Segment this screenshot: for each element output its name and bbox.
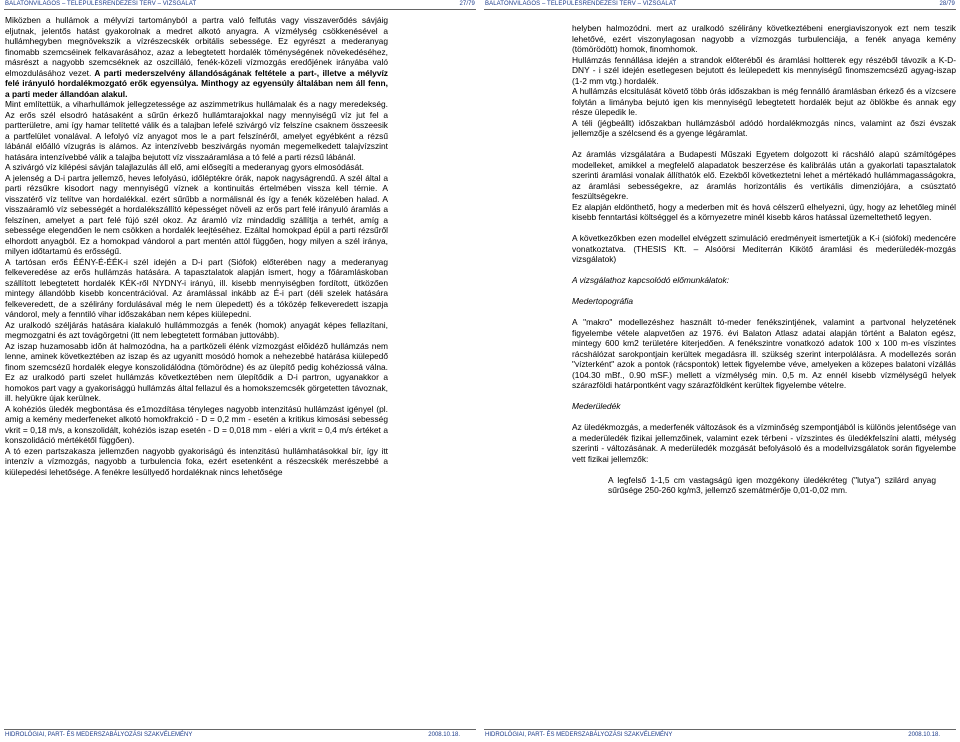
spacer bbox=[572, 139, 956, 150]
spacer bbox=[572, 286, 956, 297]
paragraph: helyben halmozódni. mert az uralkodó szélirány következtébeni energiaviszonyok ezt nem teszik lehetővé, ezért viszonylagosan nagyobb a vízmozgás turbulenciája, a fenék anyaga kemény (tömörödött) homok, finomhomok. bbox=[572, 23, 956, 54]
paragraph: Hullámzás fennállása idején a strandok előterébõl és áramlási holtterek egy részéből távozik a K-D-DNY - i szél idején esetlegesen bejutott és leülepedett kis mennyiségű finomszemcsézű agyag-iszap (1-2 mm vtg.) hordalék. bbox=[572, 54, 956, 86]
paragraph: A kohéziós üledék megbontása és e1mozdítása tényleges nagyobb intenzitású hullámzást igényel (pl. amig a kemény mederfeneket alkotó homokfrakció - D = 0,2 mm - esetén a kritikus kimosási sebesség vkrit = 0,18 m/s, a konszolidált, kohéziós iszap esetén - D = 0,018 mm - eléri a vkrit = 0,4 m/s értéket a konszolidáció mértékétől függően). bbox=[5, 403, 388, 445]
header-rule bbox=[484, 9, 956, 10]
left-body-text bbox=[5, 15, 388, 477]
paragraph: Az uralkodó széljárás hatására kialakuló hullámmozgás a fenék (homok) anyagát képes fellazítani, megmozgatni és azt továgörgetni (itt nem lebegtetett formában juttovább). bbox=[5, 319, 388, 340]
page-header bbox=[0, 0, 480, 10]
spacer bbox=[572, 307, 956, 318]
paragraph: A téli (jégbeállt) időszakban hullámzásból adódó hordalékmozgás nincs, valamint az őszi évszak jellemzője a szélcsend és a gyenge légáramlat. bbox=[572, 117, 956, 138]
paragraph bbox=[5, 15, 388, 99]
page-footer bbox=[0, 730, 480, 740]
paragraph: A tó ezen partszakasza jellemzően nagyobb gyakoriságú és intenzitású hullámhatásokkal bír, így itt intenzív a vízmozgás, nagyobb a turbulencia foka, ezért esetenként a részecskék merészebbé a kiülepedési lehetősége. A fenékre lesüllyedő hordaléknak nincs lehetősége bbox=[5, 445, 388, 477]
footer-rule bbox=[4, 729, 476, 730]
footer-date: 2008.10.18. bbox=[428, 732, 460, 738]
page-header bbox=[480, 0, 960, 10]
paragraph: Az üledékmozgás, a mederfenék változások és a vízminőség szempontjából is különös jelentősége van a mederüledék fizikai jellemzőinek, valamint ezek térbeni - vízszintes és üledékfelszíni alatti, mélység szerinti - változásának. A mederüledék mozgását befolyásoló és a modellvizsgálatok során figyelembe vett fizikai jellemzők: bbox=[572, 422, 956, 464]
paragraph-text: Miközben a hullámok a mélyvízi tartományból a partra való felfutás vagy visszaverődés sávjáig eljutnak, jelentős hatást gyakorolnak a medret alkotó anyagra. A vízmélység csökkenésével a hullámhegyben megnövekszik a vízrészecskék orbitális sebessége. Ez egyrészt a mederanyag finomabb szemcséinek felkavarásához, azaz a lebegtetett hordalék töménységének növekedéséhez, másrészt a nagyobb szemcséknek az oszcilláló, fenék-közeli vízmozgás eredőjének irányába való elmozdulásához vezet. bbox=[5, 15, 388, 78]
header-title: BALATONVILÁGOS – TELEPÜLÉSRENDEZÉSI TERV – VIZSGÁLAT bbox=[5, 1, 197, 7]
indented-paragraph: A legfelső 1-1,5 cm vastagságú igen mozgékony üledékréteg ("lutya") szilárd anyag sűrűsége 250-260 kg/m3, jellemző szemátmérője 0,01-0,02 mm. bbox=[608, 474, 936, 495]
paragraph: A hullámzás elcsitulását követő több órás időszakban is még fennálló áramlásban érkező és a vízcsere folytán a limányba bejutó igen kis mennyiségű lebegtetett hordalék bejut az öblökbe és annak egy része ülepedik le. bbox=[572, 86, 956, 117]
paragraph: Az áramlás vizsgálatára a Budapesti Műszaki Egyetem dolgozott ki rácsháló alapú számítógépes modelleket, amikkel a megfelelő alapadatok beszerzése és kalibrálás után a gyakorlati tapasztalatok szerinti áramlási vonalak állíthatók elő. Ezekből következtetni lehet a mértékadó hullámmagasságokra, az áramlási sebességekre, az áramlás horizontális és vertikális dimenziójára, a csúsztató feszültségekre. bbox=[572, 149, 956, 201]
page-number: 28/79 bbox=[939, 1, 955, 7]
paragraph: Mint említettük, a viharhullámok jellegzetessége az aszimmetrikus hullámalak és a nagy meredekség. Az erős szél elsodró hatásaként a sűrűn érkező hullámtarajokkal nagy mennyiségű víz jut fel a partterületre, ami így hamar telítetté válik és a talajban lefelé szivárgó víz felszíne csaknem összeesik a partfelület vonalával. A lefolyó víz anyagot mos le a part felszínéről, amelyet egyébként a rézsű lábánál előálló vízugrás is alámos. Az intenzívebb beszivárgás nyomán megemelkedett talajvízszint hatására intenzívebbé válik a talajba bejutott víz visszaáramlása a tó felé a parti rézsű lábánál. bbox=[5, 99, 388, 162]
page-number: 27/79 bbox=[459, 1, 475, 7]
footer-rule bbox=[484, 729, 956, 730]
right-page bbox=[480, 0, 960, 742]
footer-title: HIDROLÓGIAI, PART- ÉS MEDERSZABÁLYOZÁSI SZAKVÉLEMÉNY bbox=[485, 732, 673, 738]
paragraph: A következőkben ezen modellel elvégzett szimuláció eredményeit ismertetjük a K-i (siófoki) medencére vonatkoztatva. (THESIS Kft. – Alsóörsi Mediterrán Kikötő áramlási és mederüledék-mozgás vizsgálatok) bbox=[572, 233, 956, 264]
page-footer bbox=[480, 730, 960, 740]
bold-statement: A parti mederszelvény állandóságának feltétele a part-, illetve a mélyvíz felé irányuló hordalékmozgató erők egyensúlya. Minthogy az egyensúly általában nem áll fenn, a parti meder állandóan alakul. bbox=[5, 67, 388, 99]
paragraph: Az iszap huzamosabb idõn át halmozódna, ha a partközeli élénk vízmozgást elõidézõ hullámzás nem lenne, aminek következtében az iszap és az ugyanitt mosódó homok a nehezebbé határása kiülepedő finom szemcsézű hordalék elegye konszolidálódna (tömörödne) és az ülepítő pedig kohéziossá válna. Ez az uralkodó parti szelet hullámzás következtében nem ülepítődik a D-i partron, ugyanakkor a homokos part vagy a gyakorisággú hullámzás által fellazul és a homokszemcsék görgetetten távoznak, ill. helyükre újak kerülnek. bbox=[5, 340, 388, 403]
paragraph: Ez alapján eldönthető, hogy a mederben mit és hová célszerű elhelyezni, úgy, hogy az lehetőleg minél kisebb fenntartási költséggel és a környezetre minél kisebb káros hatással üzemeltethető legyen. bbox=[572, 201, 956, 222]
paragraph: A szivárgó víz kilépési sávján talajlazulás áll elő, ami elősegíti a mederanyag gyors elmosódását. bbox=[5, 162, 364, 172]
paragraph: A tartósan erős ÉÉNY-É-ÉÉK-i szél idején a D-i part (Siófok) előterében nagy a mederanyag felkeveredése az erős hullámzás hatására. A tapasztalatok alapján ismert, hogy a főáramláskoban szállított lebegtetett hordalék KÉK-ről NYDNY-i irányú, ill. kisebb mennyiségben fordított, ütközően mintegy állandóbb kisebb koncentrációval. Az áramlással inkább az É-i part (déli szelek hatására felkeveredett, de a szélirány fordulásával még le nem ülepedett) és a tóközép felkeveredett iszapja vándorol, mely a fenntiló vihar időszakában nem képes kiülepedni. bbox=[5, 256, 388, 319]
paragraph: A "makro" modellezéshez használt tó-meder fenékszintjének, valamint a partvonal helyzetének figyelembe vétele alapvetően az 1976. évi Balaton Atlasz adatai alapján történt a Balaton egész, mintegy 600 km2 területére kiterjedően. A fenékszintre vonatkozó adatok 100 x 100 m-es víszintes rácshálózat sarokpontjain kerültek megadásra ill. szükség szerint interpolálásra. A modellezés során "vízterként" azok a pontok (rácspontok) lettek figyelembe véve, amelyeken a közepes balatoni vízállás (104.30 mBf., 0.90 mSF.) mellett a vízmélység min. 0,5 m. Az ennél kisebb vízmélységű helyek szárazföldi határpontként vagy szárazföldként kerültek figyelembe vételre. bbox=[572, 317, 956, 390]
spacer bbox=[572, 391, 956, 402]
subsection-heading: Mederüledék bbox=[572, 401, 621, 411]
section-heading: A vizsgálathoz kapcsolódó előmunkálatok: bbox=[572, 275, 730, 285]
footer-title: HIDROLÓGIAI, PART- ÉS MEDERSZABÁLYOZÁSI SZAKVÉLEMÉNY bbox=[5, 732, 193, 738]
footer-date: 2008.10.18. bbox=[908, 732, 940, 738]
header-title: BALATONVILÁGOS – TELEPÜLÉSRENDEZÉSI TERV – VIZSGÁLAT bbox=[485, 1, 677, 7]
spacer bbox=[572, 265, 956, 276]
spacer bbox=[572, 223, 956, 234]
subsection-heading: Medertopográfia bbox=[572, 296, 633, 306]
paragraph: A jelenség a D-i partra jellemző, heves lefolyású, időléptékre órák, napok nagyságrendű. A szél által a parti rézsűkre kisodort nagy mennyiségű víznek a kontinuitás értelmében vissza kell térnie. A visszatérő víz telítve van hordalékkal. ezért sűrűbb a normálisnál és így a fenék közelében halad. A visszaáramló víz sebességét a hordalékszállító képességet növeli az erős part felé irányuló áramlás a felszínen, amelyet a part felé fújó szél okoz. Az áramló víz mindaddig szállítja a terhét, amíg a sebessége elegendően le nem csökken a hordalék leejtéséhez. Ezáltal homokpad épül a parti rézsűről elhordott anyagból. Ez a homokpad vándorol a part mentén attól függően, hogy milyen a szél iránya, milyen időtartamú és erősségű. bbox=[5, 172, 388, 256]
spacer bbox=[572, 412, 956, 423]
right-body-text bbox=[572, 23, 956, 496]
header-rule bbox=[4, 9, 476, 10]
spacer bbox=[572, 464, 956, 475]
